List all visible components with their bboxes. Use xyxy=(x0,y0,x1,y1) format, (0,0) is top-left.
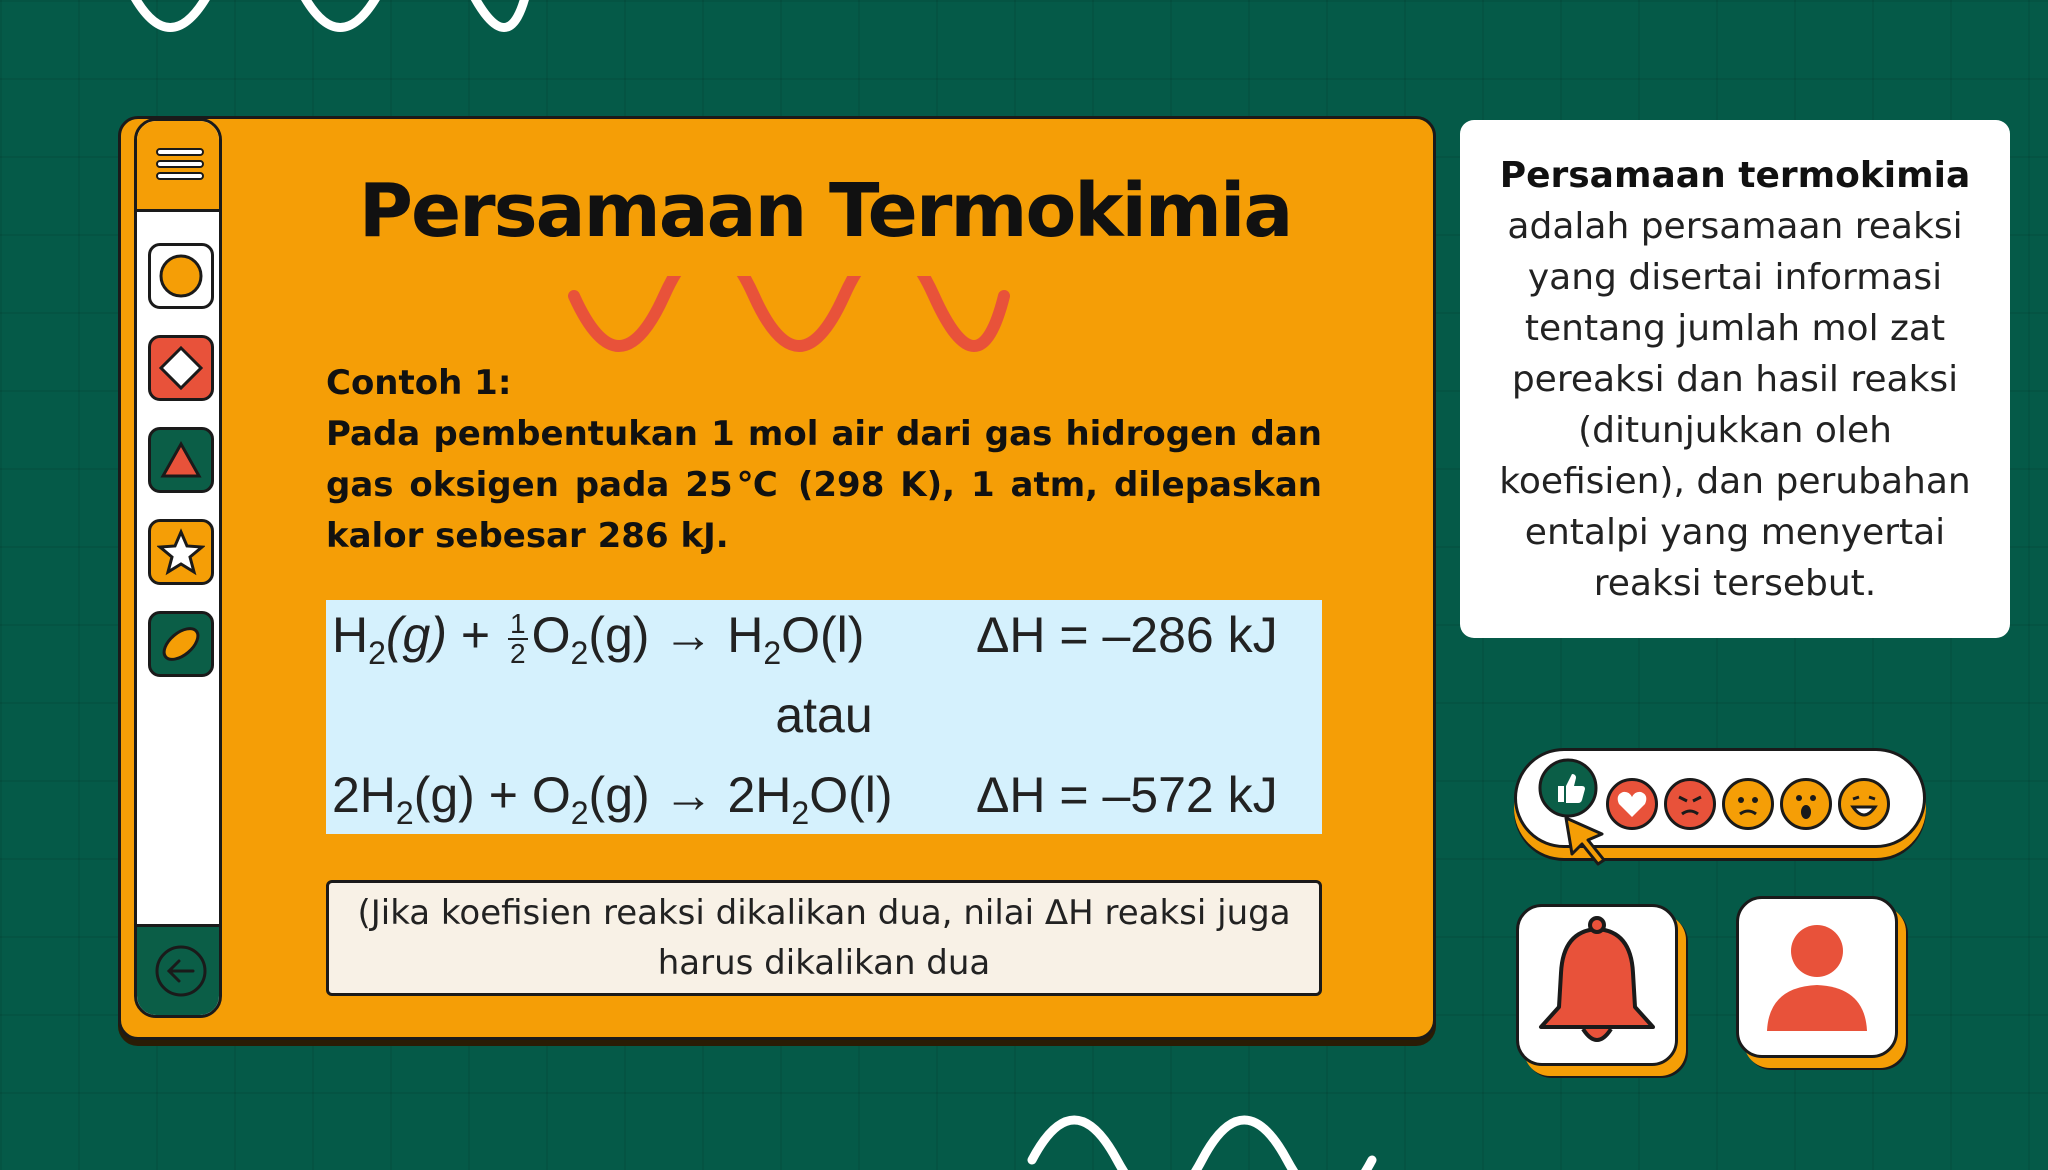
profile-button[interactable] xyxy=(1736,896,1898,1058)
leaf-icon xyxy=(157,620,205,668)
equation-2-enthalpy: ΔH = –572 kJ xyxy=(976,767,1278,823)
notification-button[interactable] xyxy=(1516,904,1678,1066)
definition-card xyxy=(1460,120,2010,638)
definition-term: Persamaan termokimia xyxy=(1499,155,1971,196)
like-icon[interactable] xyxy=(1536,756,1600,820)
top-wave-decoration xyxy=(118,0,538,60)
laugh-icon[interactable] xyxy=(1838,778,1890,830)
triangle-button[interactable] xyxy=(148,427,214,493)
diamond-button[interactable] xyxy=(148,335,214,401)
wow-icon[interactable] xyxy=(1780,778,1832,830)
diamond-icon xyxy=(157,344,205,392)
menu-icon xyxy=(137,121,222,209)
equation-2: $2H_2(g) + O_2(g) \to 2H_2O(l)$ xyxy=(332,767,893,831)
menu-button[interactable] xyxy=(137,121,219,212)
note-box: (Jika koefisien reaksi dikalikan dua, nilai ΔH reaksi juga harus dikalikan dua xyxy=(326,880,1322,996)
example-paragraph xyxy=(326,358,1322,562)
leaf-button[interactable] xyxy=(148,611,214,677)
slide-title: Persamaan Termokimia xyxy=(358,168,1292,254)
example-text: Pada pembentukan 1 mol air dari gas hidrogen dan gas oksigen pada 25℃ (298 K), 1 atm, dilepaskan kalor sebesar 286 kJ. xyxy=(326,414,1322,556)
star-icon xyxy=(157,528,205,576)
circle-icon xyxy=(157,252,205,300)
bottom-wave-decoration xyxy=(1022,1090,1422,1170)
or-text: atau xyxy=(775,687,873,743)
reactions-bar xyxy=(1514,748,1926,856)
back-button[interactable] xyxy=(137,924,219,1015)
definition-text: adalah persamaan reaksi yang disertai informasi tentang jumlah mol zat pereaksi dan hasil reaksi (ditunjukkan oleh koefisien), dan perubahan entalpi yang menyertai reaksi tersebut. xyxy=(1499,206,1971,604)
equation-box xyxy=(326,600,1322,834)
equation-1-enthalpy: ΔH = –286 kJ xyxy=(976,607,1278,663)
circle-button[interactable] xyxy=(148,243,214,309)
bell-icon xyxy=(1519,907,1675,1063)
angry-icon[interactable] xyxy=(1664,778,1716,830)
triangle-icon xyxy=(157,436,205,484)
user-icon xyxy=(1739,899,1895,1055)
sad-icon[interactable] xyxy=(1722,778,1774,830)
example-label: Contoh 1: xyxy=(326,363,512,403)
equation-1: $H_2(g)$ + $\frac{1}{2}$ $O_2(g) \to H_2O(l)$ xyxy=(332,607,865,671)
star-button[interactable] xyxy=(148,519,214,585)
heart-icon[interactable] xyxy=(1606,778,1658,830)
fraction-half: $\frac{1}{2}$ xyxy=(510,607,526,669)
sidebar xyxy=(134,118,222,1018)
back-arrow-icon xyxy=(137,927,222,1015)
